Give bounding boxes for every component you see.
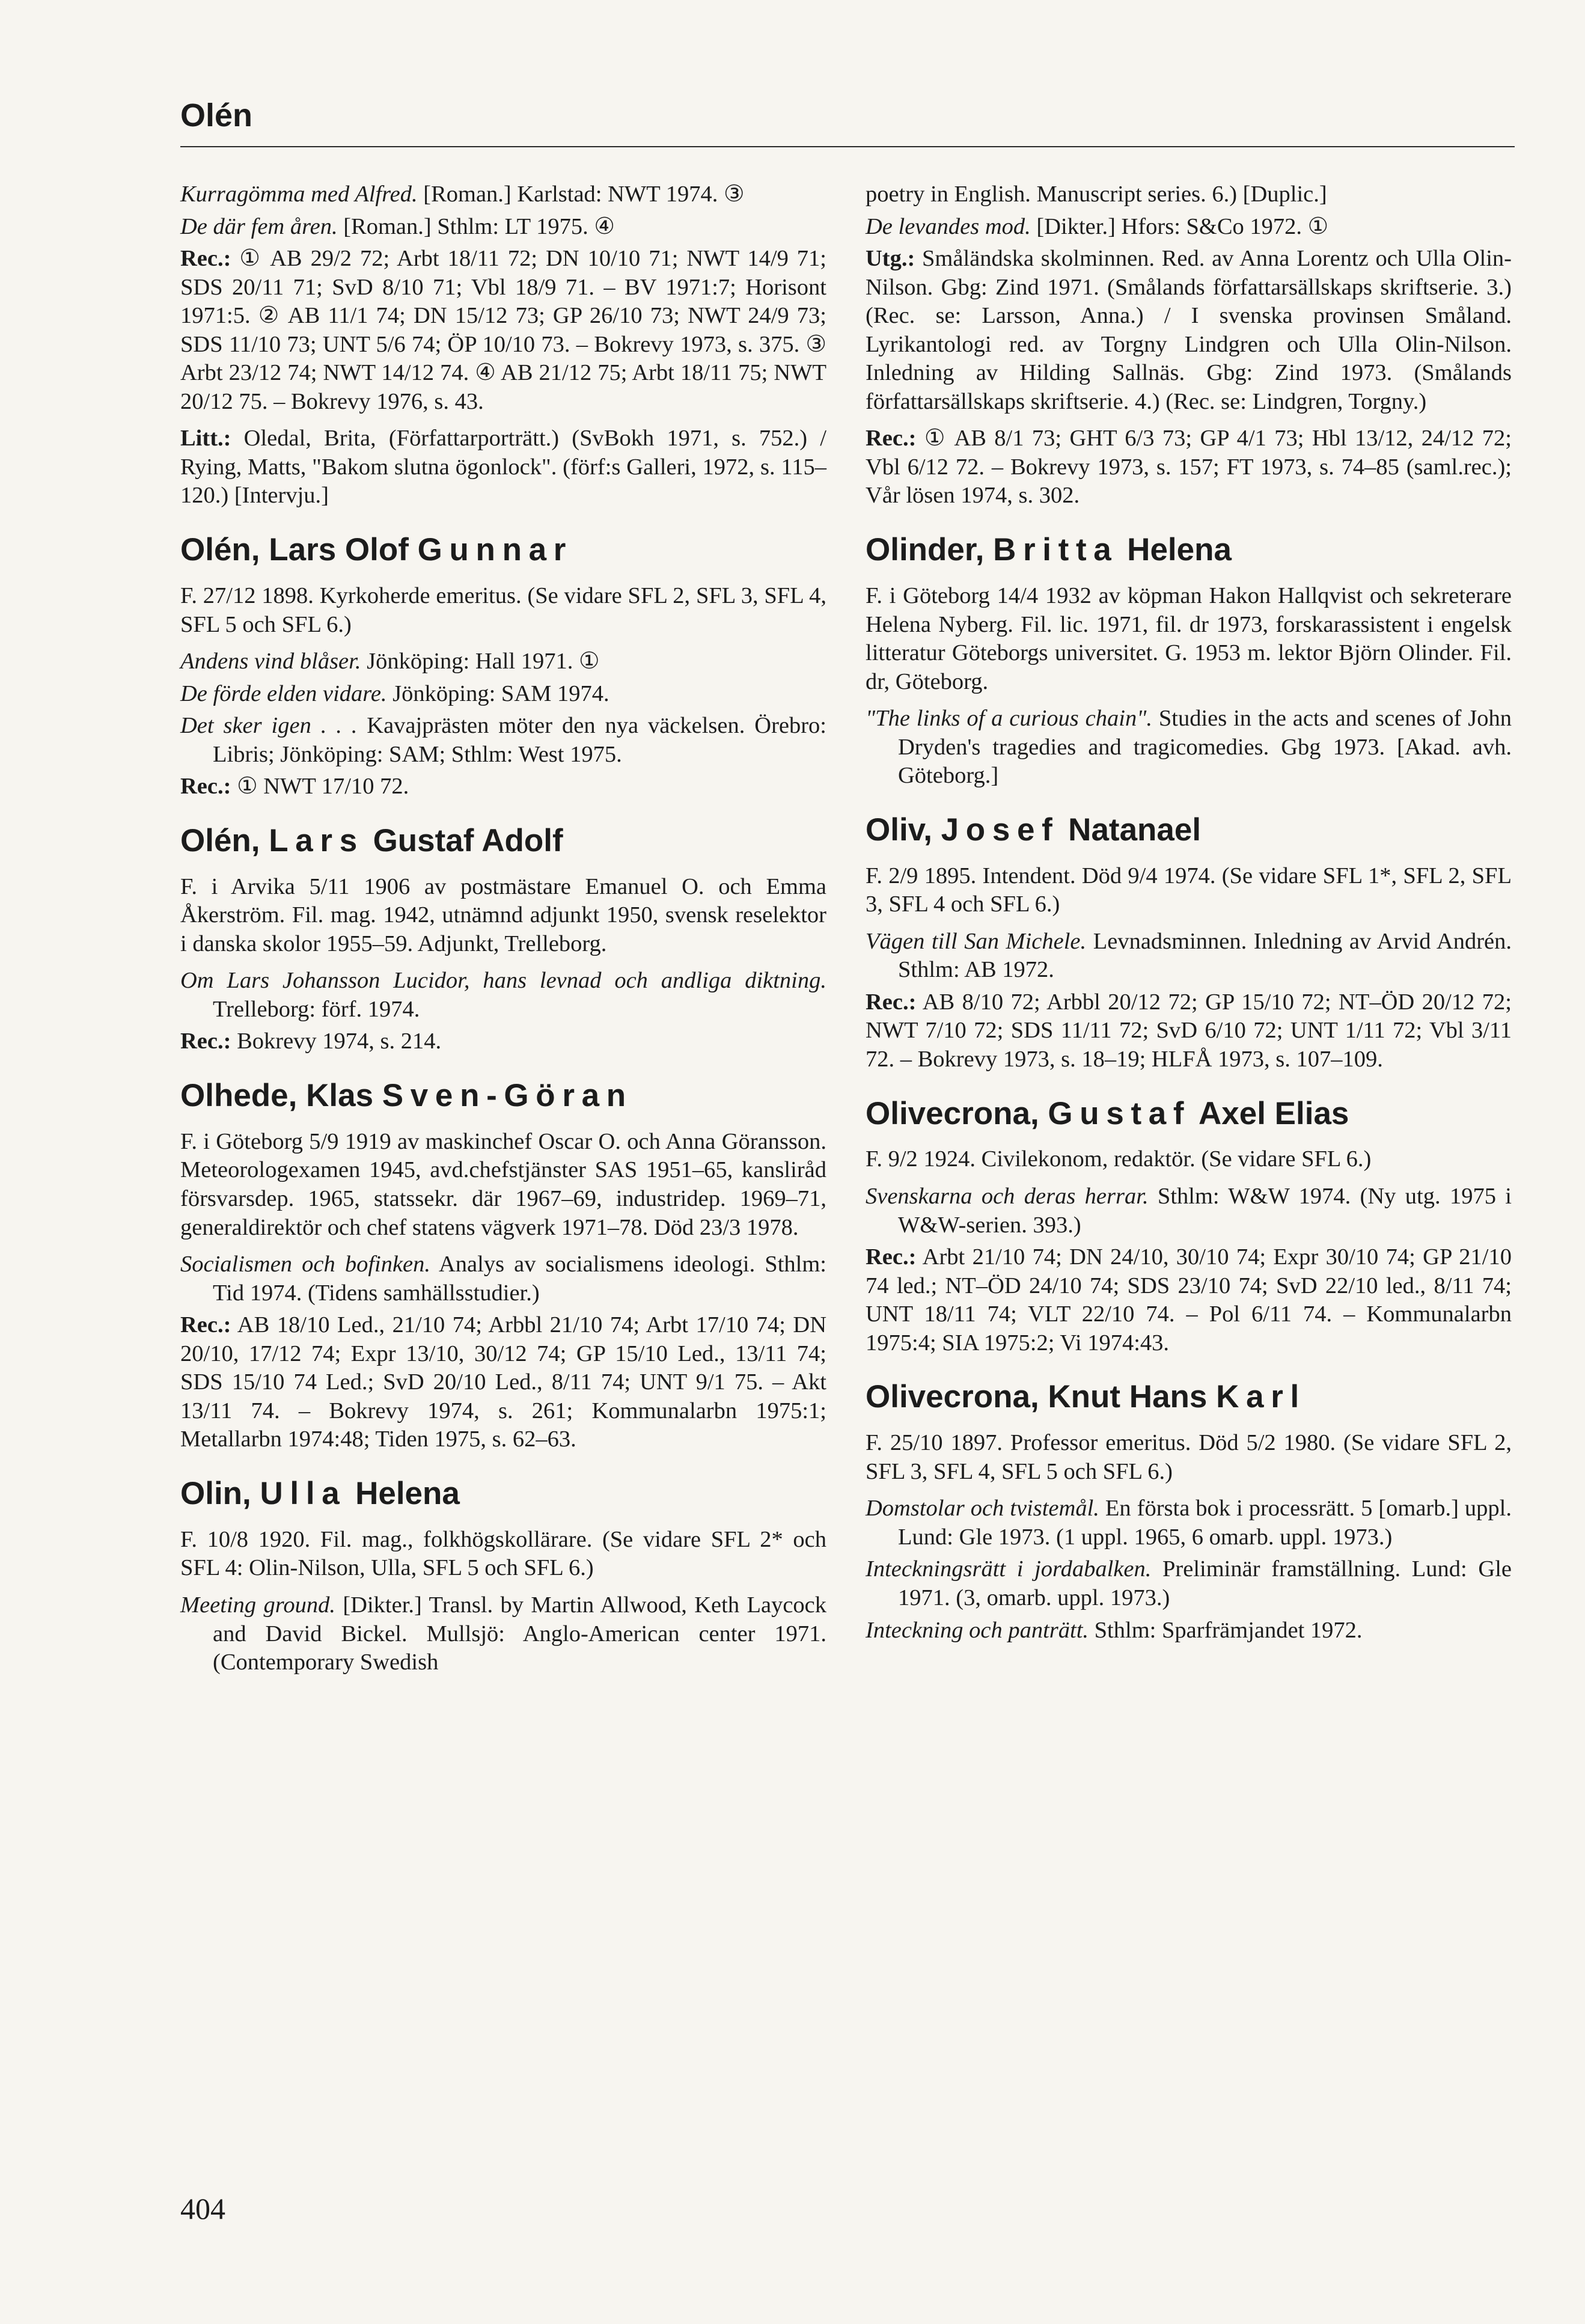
work-entry (180, 180, 826, 209)
author-name-suffix: Gustaf Adolf (364, 822, 563, 858)
work-details: Analys av socialismens ideologi. Sthlm: Tid 1974. (Tidens samhällsstudier.) (213, 1252, 826, 1306)
work-details: [Dikter.] Hfors: S&Co 1972. ① (1030, 213, 1329, 239)
author-name-suffix: Helena (346, 1475, 460, 1511)
author-name-suffix: Natanael (1059, 812, 1202, 848)
author-given-name: Sven-Göran (382, 1078, 633, 1113)
author-bio: F. i Göteborg 5/9 1919 av maskinchef Oscar O. och Anna Göransson. Meteorologexamen 1945, avd.chefstjänster SAS 1951–65, kansliråd försvarsdep. 1965, statssekr. där 1967–69, industridep. 1969–71, generaldirektör och chef statens vägverk 1971–78. Död 23/3 1978. (180, 1128, 826, 1240)
section-text: ① AB 29/2 72; Arbt 18/11 72; DN 10/10 71; NWT 14/9 71; SDS 20/11 71; SvD 8/10 71; Vbl 18/9 71. – BV 1971:7; Horisont 1971:5. ② AB 11/1 74; DN 15/12 73; GP 26/10 73; NWT 24/9 73; SDS 11/10 73; UNT 5/6 74; ÖP 10/10 73. – Bokrevy 1973, s. 375. ③ Arbt 23/12 74; NWT 14/12 74. ④ AB 21/12 75; Arbt 18/11 75; NWT 20/12 75. – Bokrevy 1976, s. 43. (180, 246, 826, 414)
review-section (180, 1311, 826, 1454)
right-column (866, 180, 1512, 1666)
page-header (180, 99, 1515, 132)
left-column (180, 180, 826, 1699)
page-number: 404 (180, 2192, 225, 2225)
review-section (866, 988, 1512, 1074)
work-entry (866, 213, 1512, 242)
work-title: Domstolar och tvistemål. (866, 1496, 1099, 1521)
section-text: ① NWT 17/10 72. (231, 774, 409, 800)
author-entry (866, 180, 1512, 510)
work-title: Det sker igen . . . (180, 713, 358, 739)
work-title: Meeting ground. (180, 1592, 335, 1618)
author-entry (180, 1476, 826, 1677)
section-text: ① AB 8/1 73; GHT 6/3 73; GP 4/1 73; Hbl 13/12, 24/12 72; Vbl 6/12 72. – Bokrevy 1973, s. 157; FT 1973, s. 74–85 (saml.rec.); Vår lösen 1974, s. 302. (866, 426, 1512, 509)
author-name (180, 1078, 826, 1115)
work-title: "The links of a curious chain". (866, 706, 1152, 732)
work-title: Andens vind blåser. (180, 649, 361, 674)
work-entry (866, 705, 1512, 790)
author-name-prefix: Olhede, Klas (180, 1078, 382, 1113)
work-entry (180, 1250, 826, 1307)
work-details: Jönköping: Hall 1971. ① (361, 649, 600, 674)
author-bio: F. i Göteborg 14/4 1932 av köpman Hakon Hallqvist och sekreterare Helena Nyberg. Fil. lic. 1971, fil. dr 1973, forskarassistent i engelsk litteratur Göteborgs universitet. G. 1953 m. lektor Björn Olinder. Fil. dr, Göteborg. (866, 583, 1512, 694)
author-name-prefix: Olivecrona, Knut Hans (866, 1379, 1217, 1415)
work-title: Svenskarna och deras herrar. (866, 1184, 1149, 1209)
work-entry (180, 680, 826, 709)
author-name-prefix: Olén, Lars Olof (180, 532, 418, 568)
work-title: Socialismen och bofinken. (180, 1252, 431, 1277)
work-title: Kurragömma med Alfred. (180, 182, 418, 207)
work-entry (180, 647, 826, 676)
work-entry (866, 1182, 1512, 1240)
author-name-suffix: Axel Elias (1191, 1095, 1349, 1131)
work-entry (180, 1591, 826, 1677)
author-entry (866, 1379, 1512, 1645)
work-entry (866, 1494, 1512, 1552)
section-label: Rec.: (866, 1244, 917, 1270)
section-text: Bokrevy 1974, s. 214. (231, 1029, 442, 1054)
author-bio: F. 9/2 1924. Civilekonom, redaktör. (Se vidare SFL 6.) (866, 1146, 1372, 1172)
author-name (866, 532, 1512, 569)
section-text: Oledal, Brita, (Författarporträtt.) (SvBokh 1971, s. 752.) / Rying, Matts, "Bakom slutna ögonlock". (förf:s Galleri, 1972, s. 115–120.) [Intervju.] (180, 426, 826, 509)
work-details: Sthlm: W&W 1974. (Ny utg. 1975 i W&W-serien. 393.) (898, 1184, 1512, 1238)
work-details: [Roman.] Sthlm: LT 1975. ④ (337, 213, 615, 239)
section-label: Rec.: (180, 1029, 231, 1054)
work-title: De förde elden vidare. (180, 680, 387, 706)
author-entry (180, 532, 826, 801)
author-bio: F. 2/9 1895. Intendent. Död 9/4 1974. (Se vidare SFL 1*, SFL 2, SFL 3, SFL 4 och SFL 6.) (866, 863, 1512, 917)
author-given-name: Ulla (260, 1475, 347, 1511)
author-name-suffix: Helena (1118, 532, 1232, 568)
work-entry (180, 712, 826, 769)
work-title: De där fem åren. (180, 213, 338, 239)
author-given-name: Britta (993, 532, 1119, 568)
author-name-prefix: Olivecrona, (866, 1095, 1048, 1131)
author-name (866, 1379, 1512, 1416)
work-details: En första bok i processrätt. 5 [omarb.] uppl. Lund: Gle 1973. (1 uppl. 1965, 6 omarb. uppl. 1973.) (898, 1496, 1512, 1550)
author-given-name: Josef (941, 812, 1060, 848)
work-title: Om Lars Johansson Lucidor, hans levnad och andliga diktning. (180, 968, 826, 994)
work-title: De levandes mod. (866, 213, 1031, 239)
work-details: poetry in English. Manuscript series. 6.) [Duplic.] (866, 182, 1327, 207)
author-entry (866, 532, 1512, 790)
work-details: Kavajprästen möter den nya väckelsen. Örebro: Libris; Jönköping: SAM; Sthlm: West 1975. (213, 713, 827, 767)
section-label: Utg.: (866, 246, 915, 272)
section-label: Litt.: (180, 426, 231, 451)
work-entry (180, 967, 826, 1024)
work-title: Inteckning och panträtt. (866, 1617, 1089, 1643)
work-details: Sthlm: Sparfrämjandet 1972. (1089, 1617, 1363, 1643)
work-entry (866, 1555, 1512, 1612)
work-title: Inteckningsrätt i jordabalken. (866, 1556, 1152, 1582)
work-details: Levnadsminnen. Inledning av Arvid Andrén. Sthlm: AB 1972. (898, 928, 1512, 983)
review-section (180, 772, 826, 801)
author-given-name: Karl (1216, 1379, 1306, 1415)
work-entry (866, 180, 1512, 209)
author-bio: F. 25/10 1897. Professor emeritus. Död 5/2 1980. (Se vidare SFL 2, SFL 3, SFL 4, SFL 5 och SFL 6.) (866, 1430, 1512, 1484)
author-given-name: Gunnar (417, 532, 573, 568)
section-label: Rec.: (180, 246, 231, 272)
section-text: Arbt 21/10 74; DN 24/10, 30/10 74; Expr 30/10 74; GP 21/10 74 led.; NT–ÖD 24/10 74; SDS 23/10 74; SvD 22/10 led., 8/11 74; UNT 18/11 74; VLT 22/10 74. – Pol 6/11 74. – Kommunalarbn 1975:4; SIA 1975:2; Vi 1974:43. (866, 1244, 1512, 1356)
author-name (866, 1096, 1512, 1133)
work-details: Jönköping: SAM 1974. (386, 680, 609, 706)
review-section (866, 245, 1512, 416)
work-entry (866, 1616, 1512, 1645)
review-section (866, 1243, 1512, 1357)
review-section (180, 1027, 826, 1056)
author-bio: F. 27/12 1898. Kyrkoherde emeritus. (Se vidare SFL 2, SFL 3, SFL 4, SFL 5 och SFL 6.) (180, 583, 826, 637)
author-entry (180, 180, 826, 510)
author-entry (180, 1078, 826, 1454)
author-entry (866, 812, 1512, 1074)
author-bio: F. 10/8 1920. Fil. mag., folkhögskollärare. (Se vidare SFL 2* och SFL 4: Olin-Nilson, Ulla, SFL 5 och SFL 6.) (180, 1526, 826, 1581)
author-name-prefix: Oliv, (866, 812, 941, 848)
author-name-prefix: Olinder, (866, 532, 994, 568)
author-bio: F. i Arvika 5/11 1906 av postmästare Emanuel O. och Emma Åkerström. Fil. mag. 1942, utnämnd adjunkt 1950, svensk reselektor i danska skolor 1955–59. Adjunkt, Trelleborg. (180, 873, 826, 956)
review-section (180, 424, 826, 510)
work-details: [Roman.] Karlstad: NWT 1974. ③ (417, 182, 745, 207)
author-name (866, 812, 1512, 849)
author-name (180, 532, 826, 569)
author-entry (180, 823, 826, 1056)
author-given-name: Gustaf (1048, 1095, 1191, 1131)
section-label: Rec.: (180, 1312, 231, 1338)
work-details: Studies in the acts and scenes of John Dryden's tragedies and tragicomedies. Gbg 1973. [Akad. avh. Göteborg.] (898, 706, 1512, 789)
author-entry (866, 1096, 1512, 1358)
section-text: AB 8/10 72; Arbbl 20/12 72; GP 15/10 72; NT–ÖD 20/12 72; NWT 7/10 72; SDS 11/11 72; SvD 6/10 72; UNT 1/11 72; Vbl 3/11 72. – Bokrevy 1973, s. 18–19; HLFÅ 1973, s. 107–109. (866, 989, 1512, 1072)
work-title: Vägen till San Michele. (866, 928, 1087, 954)
review-section (866, 424, 1512, 510)
author-given-name: Lars (269, 822, 364, 858)
header-rule (180, 146, 1515, 147)
work-entry (866, 928, 1512, 985)
work-details: [Dikter.] Transl. by Martin Allwood, Keth Laycock and David Bickel. Mullsjö: Anglo-American center 1971. (Contemporary Swedish (213, 1592, 826, 1675)
work-details: Trelleborg: förf. 1974. (213, 996, 420, 1022)
section-text: Småländska skolminnen. Red. av Anna Lorentz och Ulla Olin-Nilson. Gbg: Zind 1971. (Smålands författarsällskaps skriftserie. 3.) (Rec. se: Larsson, Anna.) / I svenska provinsen Småland. Lyrikantologi red. av Torgny Lindgren och Ulla Olin-Nilson. Inledning av Hilding Sallnäs. Gbg: Zind 1973. (Smålands författarsällskaps skriftserie. 4.) (Rec. se: Lindgren, Torgny.) (866, 246, 1512, 414)
review-section (180, 245, 826, 416)
section-label: Rec.: (866, 989, 917, 1015)
section-label: Rec.: (180, 774, 231, 800)
section-label: Rec.: (866, 426, 917, 451)
running-head: Olén (180, 97, 253, 133)
author-name-prefix: Olin, (180, 1475, 260, 1511)
author-name-prefix: Olén, (180, 822, 269, 858)
work-details: Preliminär framställning. Lund: Gle 1971. (3, omarb. uppl. 1973.) (898, 1556, 1512, 1610)
author-name (180, 1476, 826, 1512)
author-name (180, 823, 826, 860)
section-text: AB 18/10 Led., 21/10 74; Arbbl 21/10 74; Arbt 17/10 74; DN 20/10, 17/12 74; Expr 13/10, 30/12 74; GP 15/10 Led., 13/11 74; SDS 15/10 74 Led.; SvD 20/10 Led., 8/11 74; UNT 9/1 75. – Akt 13/11 74. – Bokrevy 1974, s. 261; Kommunalarbn 1975:1; Metallarbn 1974:48; Tiden 1975, s. 62–63. (180, 1312, 826, 1452)
work-entry (180, 213, 826, 242)
